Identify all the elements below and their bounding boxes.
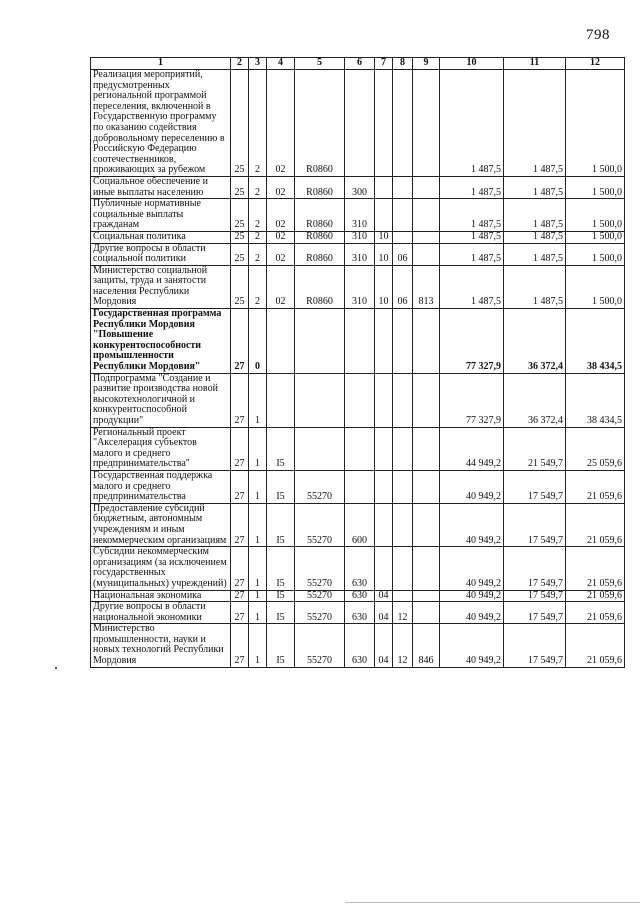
table-row [91, 70, 625, 177]
value-cell [393, 427, 413, 470]
value-cell: 27 [231, 427, 249, 470]
value-cell: 1 [249, 547, 267, 590]
value-cell: 27 [231, 373, 249, 427]
table-row [91, 373, 625, 427]
value-cell: 1 [249, 590, 267, 602]
value-cell: 17 549,7 [504, 590, 566, 602]
row-label-cell: Подпрограмма "Создание и развитие производства новой высокотехнологичной и конкурентоспособной продукции" [91, 373, 231, 427]
value-cell: 1 [249, 503, 267, 546]
value-cell: 1 500,0 [566, 199, 625, 232]
table-row [91, 265, 625, 308]
value-cell: 02 [267, 199, 295, 232]
row-label-cell: Другие вопросы в области социальной политики [91, 243, 231, 265]
value-cell [375, 199, 393, 232]
value-cell: R0860 [295, 176, 345, 198]
row-label-cell: Социальное обеспечение и иные выплаты населению [91, 176, 231, 198]
value-cell [295, 309, 345, 374]
value-cell: 1 [249, 470, 267, 503]
value-cell: 25 [231, 199, 249, 232]
value-cell: 25 059,6 [566, 427, 625, 470]
page-number: 798 [586, 27, 610, 43]
value-cell: 21 549,7 [504, 427, 566, 470]
value-cell: 04 [375, 590, 393, 602]
value-cell: I5 [267, 547, 295, 590]
value-cell: 25 [231, 231, 249, 243]
row-label-cell: Субсидии некоммерческим организациям (за исключением государственных (муниципальных) учреждений) [91, 547, 231, 590]
value-cell: 2 [249, 265, 267, 308]
value-cell: 27 [231, 503, 249, 546]
header-cell: 9 [413, 58, 440, 70]
value-cell [375, 309, 393, 374]
row-label-cell: Министерство промышленности, науки и новых технологий Республики Мордовия [91, 624, 231, 667]
value-cell [375, 427, 393, 470]
value-cell: 300 [345, 176, 375, 198]
table-row [91, 547, 625, 590]
value-cell: 40 949,2 [440, 547, 504, 590]
value-cell: 17 549,7 [504, 547, 566, 590]
value-cell: 2 [249, 231, 267, 243]
value-cell: 55270 [295, 547, 345, 590]
value-cell: 12 [393, 602, 413, 624]
value-cell: 846 [413, 624, 440, 667]
value-cell: 17 549,7 [504, 624, 566, 667]
value-cell: 2 [249, 70, 267, 177]
value-cell: 27 [231, 547, 249, 590]
value-cell: 1 [249, 373, 267, 427]
value-cell [295, 373, 345, 427]
value-cell: 1 [249, 602, 267, 624]
value-cell: 27 [231, 309, 249, 374]
value-cell: 36 372,4 [504, 309, 566, 374]
table-row [91, 309, 625, 374]
value-cell: 17 549,7 [504, 503, 566, 546]
value-cell: R0860 [295, 243, 345, 265]
value-cell [393, 590, 413, 602]
header-cell: 10 [440, 58, 504, 70]
table-row [91, 602, 625, 624]
value-cell [267, 309, 295, 374]
row-label-cell: Региональный проект "Акселерация субъектов малого и среднего предпринимательства" [91, 427, 231, 470]
value-cell: R0860 [295, 265, 345, 308]
value-cell: 21 059,6 [566, 624, 625, 667]
value-cell: 27 [231, 590, 249, 602]
value-cell: 55270 [295, 590, 345, 602]
row-label-cell: Государственная программа Республики Мордовия "Повышение конкурентоспособности промышленности Республики Мордовия" [91, 309, 231, 374]
value-cell [413, 70, 440, 177]
value-cell [413, 176, 440, 198]
value-cell [267, 373, 295, 427]
value-cell [375, 176, 393, 198]
value-cell: 600 [345, 503, 375, 546]
table-row [91, 503, 625, 546]
value-cell: 1 487,5 [440, 231, 504, 243]
header-cell: 11 [504, 58, 566, 70]
value-cell [413, 547, 440, 590]
value-cell: 1 487,5 [504, 231, 566, 243]
value-cell: 0 [249, 309, 267, 374]
value-cell: 1 500,0 [566, 176, 625, 198]
value-cell [393, 70, 413, 177]
value-cell: 77 327,9 [440, 373, 504, 427]
value-cell: 02 [267, 265, 295, 308]
header-cell: 1 [91, 58, 231, 70]
table-row [91, 590, 625, 602]
header-cell: 12 [566, 58, 625, 70]
header-cell: 6 [345, 58, 375, 70]
header-cell: 2 [231, 58, 249, 70]
value-cell: 310 [345, 243, 375, 265]
value-cell: 1 487,5 [504, 199, 566, 232]
value-cell: I5 [267, 602, 295, 624]
value-cell: 1 487,5 [504, 265, 566, 308]
value-cell: 02 [267, 243, 295, 265]
row-label-cell: Министерство социальной защиты, труда и занятости населения Республики Мордовия [91, 265, 231, 308]
value-cell: 17 549,7 [504, 470, 566, 503]
value-cell [413, 427, 440, 470]
value-cell: 1 487,5 [504, 70, 566, 177]
value-cell [345, 70, 375, 177]
value-cell: 1 500,0 [566, 265, 625, 308]
value-cell [375, 70, 393, 177]
value-cell: 04 [375, 602, 393, 624]
value-cell: 1 500,0 [566, 231, 625, 243]
value-cell: 1 487,5 [440, 176, 504, 198]
value-cell: 10 [375, 231, 393, 243]
value-cell: 10 [375, 243, 393, 265]
row-label-cell: Национальная экономика [91, 590, 231, 602]
value-cell: 310 [345, 199, 375, 232]
value-cell: 310 [345, 231, 375, 243]
header-row [91, 58, 625, 70]
value-cell: 813 [413, 265, 440, 308]
value-cell: 06 [393, 265, 413, 308]
value-cell: 630 [345, 590, 375, 602]
value-cell: 25 [231, 70, 249, 177]
value-cell [413, 590, 440, 602]
value-cell: 27 [231, 470, 249, 503]
value-cell [413, 199, 440, 232]
value-cell: 25 [231, 176, 249, 198]
value-cell: I5 [267, 427, 295, 470]
table-row [91, 427, 625, 470]
value-cell [345, 373, 375, 427]
table-row [91, 231, 625, 243]
margin-mark [55, 667, 57, 669]
row-label-cell: Реализация мероприятий, предусмотренных региональной программой переселения, включенной в Государственную программу по оказанию содействия добровольному переселению в Российскую Федерацию соотечественников, проживающих за рубежом [91, 70, 231, 177]
value-cell: 55270 [295, 470, 345, 503]
value-cell [413, 470, 440, 503]
value-cell [375, 470, 393, 503]
value-cell: 1 [249, 624, 267, 667]
value-cell: 630 [345, 624, 375, 667]
value-cell: 40 949,2 [440, 590, 504, 602]
row-label-cell: Публичные нормативные социальные выплаты гражданам [91, 199, 231, 232]
value-cell: 02 [267, 231, 295, 243]
value-cell: 02 [267, 70, 295, 177]
value-cell [413, 231, 440, 243]
value-cell: 06 [393, 243, 413, 265]
row-label-cell: Социальная политика [91, 231, 231, 243]
value-cell: R0860 [295, 70, 345, 177]
value-cell: 1 [249, 427, 267, 470]
table-row [91, 243, 625, 265]
table-body [91, 70, 625, 668]
budget-table [90, 57, 625, 668]
value-cell: I5 [267, 503, 295, 546]
value-cell: 44 949,2 [440, 427, 504, 470]
value-cell: 12 [393, 624, 413, 667]
value-cell: 630 [345, 602, 375, 624]
value-cell: 1 487,5 [440, 243, 504, 265]
value-cell [393, 309, 413, 374]
header-cell: 8 [393, 58, 413, 70]
table-row [91, 199, 625, 232]
value-cell [393, 547, 413, 590]
value-cell [393, 199, 413, 232]
value-cell [413, 503, 440, 546]
value-cell: 55270 [295, 624, 345, 667]
header-cell: 5 [295, 58, 345, 70]
value-cell: 2 [249, 199, 267, 232]
value-cell: 02 [267, 176, 295, 198]
value-cell [345, 470, 375, 503]
value-cell: 77 327,9 [440, 309, 504, 374]
value-cell: 38 434,5 [566, 373, 625, 427]
value-cell [345, 427, 375, 470]
header-cell: 4 [267, 58, 295, 70]
value-cell: 2 [249, 176, 267, 198]
value-cell: 40 949,2 [440, 602, 504, 624]
value-cell [345, 309, 375, 374]
value-cell: 10 [375, 265, 393, 308]
value-cell: 04 [375, 624, 393, 667]
value-cell: 40 949,2 [440, 624, 504, 667]
value-cell: I5 [267, 590, 295, 602]
value-cell [375, 547, 393, 590]
value-cell: 40 949,2 [440, 470, 504, 503]
value-cell: 17 549,7 [504, 602, 566, 624]
value-cell: 55270 [295, 503, 345, 546]
value-cell: R0860 [295, 199, 345, 232]
value-cell: 40 949,2 [440, 503, 504, 546]
header-cell: 7 [375, 58, 393, 70]
table-row [91, 624, 625, 667]
table-row [91, 470, 625, 503]
value-cell [413, 309, 440, 374]
value-cell: I5 [267, 624, 295, 667]
value-cell: I5 [267, 470, 295, 503]
value-cell [413, 373, 440, 427]
value-cell [393, 231, 413, 243]
row-label-cell: Государственная поддержка малого и среднего предпринимательства [91, 470, 231, 503]
value-cell [413, 602, 440, 624]
value-cell: 1 500,0 [566, 243, 625, 265]
value-cell [393, 176, 413, 198]
value-cell: 310 [345, 265, 375, 308]
row-label-cell: Предоставление субсидий бюджетным, автономным учреждениям и иным некоммерческим организациям [91, 503, 231, 546]
value-cell: 25 [231, 243, 249, 265]
row-label-cell: Другие вопросы в области национальной экономики [91, 602, 231, 624]
value-cell: 21 059,6 [566, 503, 625, 546]
value-cell [375, 503, 393, 546]
value-cell [393, 503, 413, 546]
table-row [91, 176, 625, 198]
value-cell: 36 372,4 [504, 373, 566, 427]
value-cell: 21 059,6 [566, 602, 625, 624]
value-cell: 1 487,5 [504, 243, 566, 265]
value-cell: 55270 [295, 602, 345, 624]
value-cell: 27 [231, 624, 249, 667]
value-cell: 2 [249, 243, 267, 265]
header-cell: 3 [249, 58, 267, 70]
value-cell [393, 470, 413, 503]
value-cell: 1 487,5 [440, 70, 504, 177]
value-cell [413, 243, 440, 265]
value-cell: 1 487,5 [440, 265, 504, 308]
value-cell: 21 059,6 [566, 547, 625, 590]
value-cell [393, 373, 413, 427]
value-cell: 21 059,6 [566, 590, 625, 602]
value-cell: 630 [345, 547, 375, 590]
value-cell: 1 500,0 [566, 70, 625, 177]
value-cell [375, 373, 393, 427]
value-cell: 21 059,6 [566, 470, 625, 503]
value-cell [295, 427, 345, 470]
value-cell: 38 434,5 [566, 309, 625, 374]
value-cell: R0860 [295, 231, 345, 243]
value-cell: 25 [231, 265, 249, 308]
value-cell: 1 487,5 [440, 199, 504, 232]
value-cell: 27 [231, 602, 249, 624]
value-cell: 1 487,5 [504, 176, 566, 198]
page-edge-line [345, 902, 640, 903]
